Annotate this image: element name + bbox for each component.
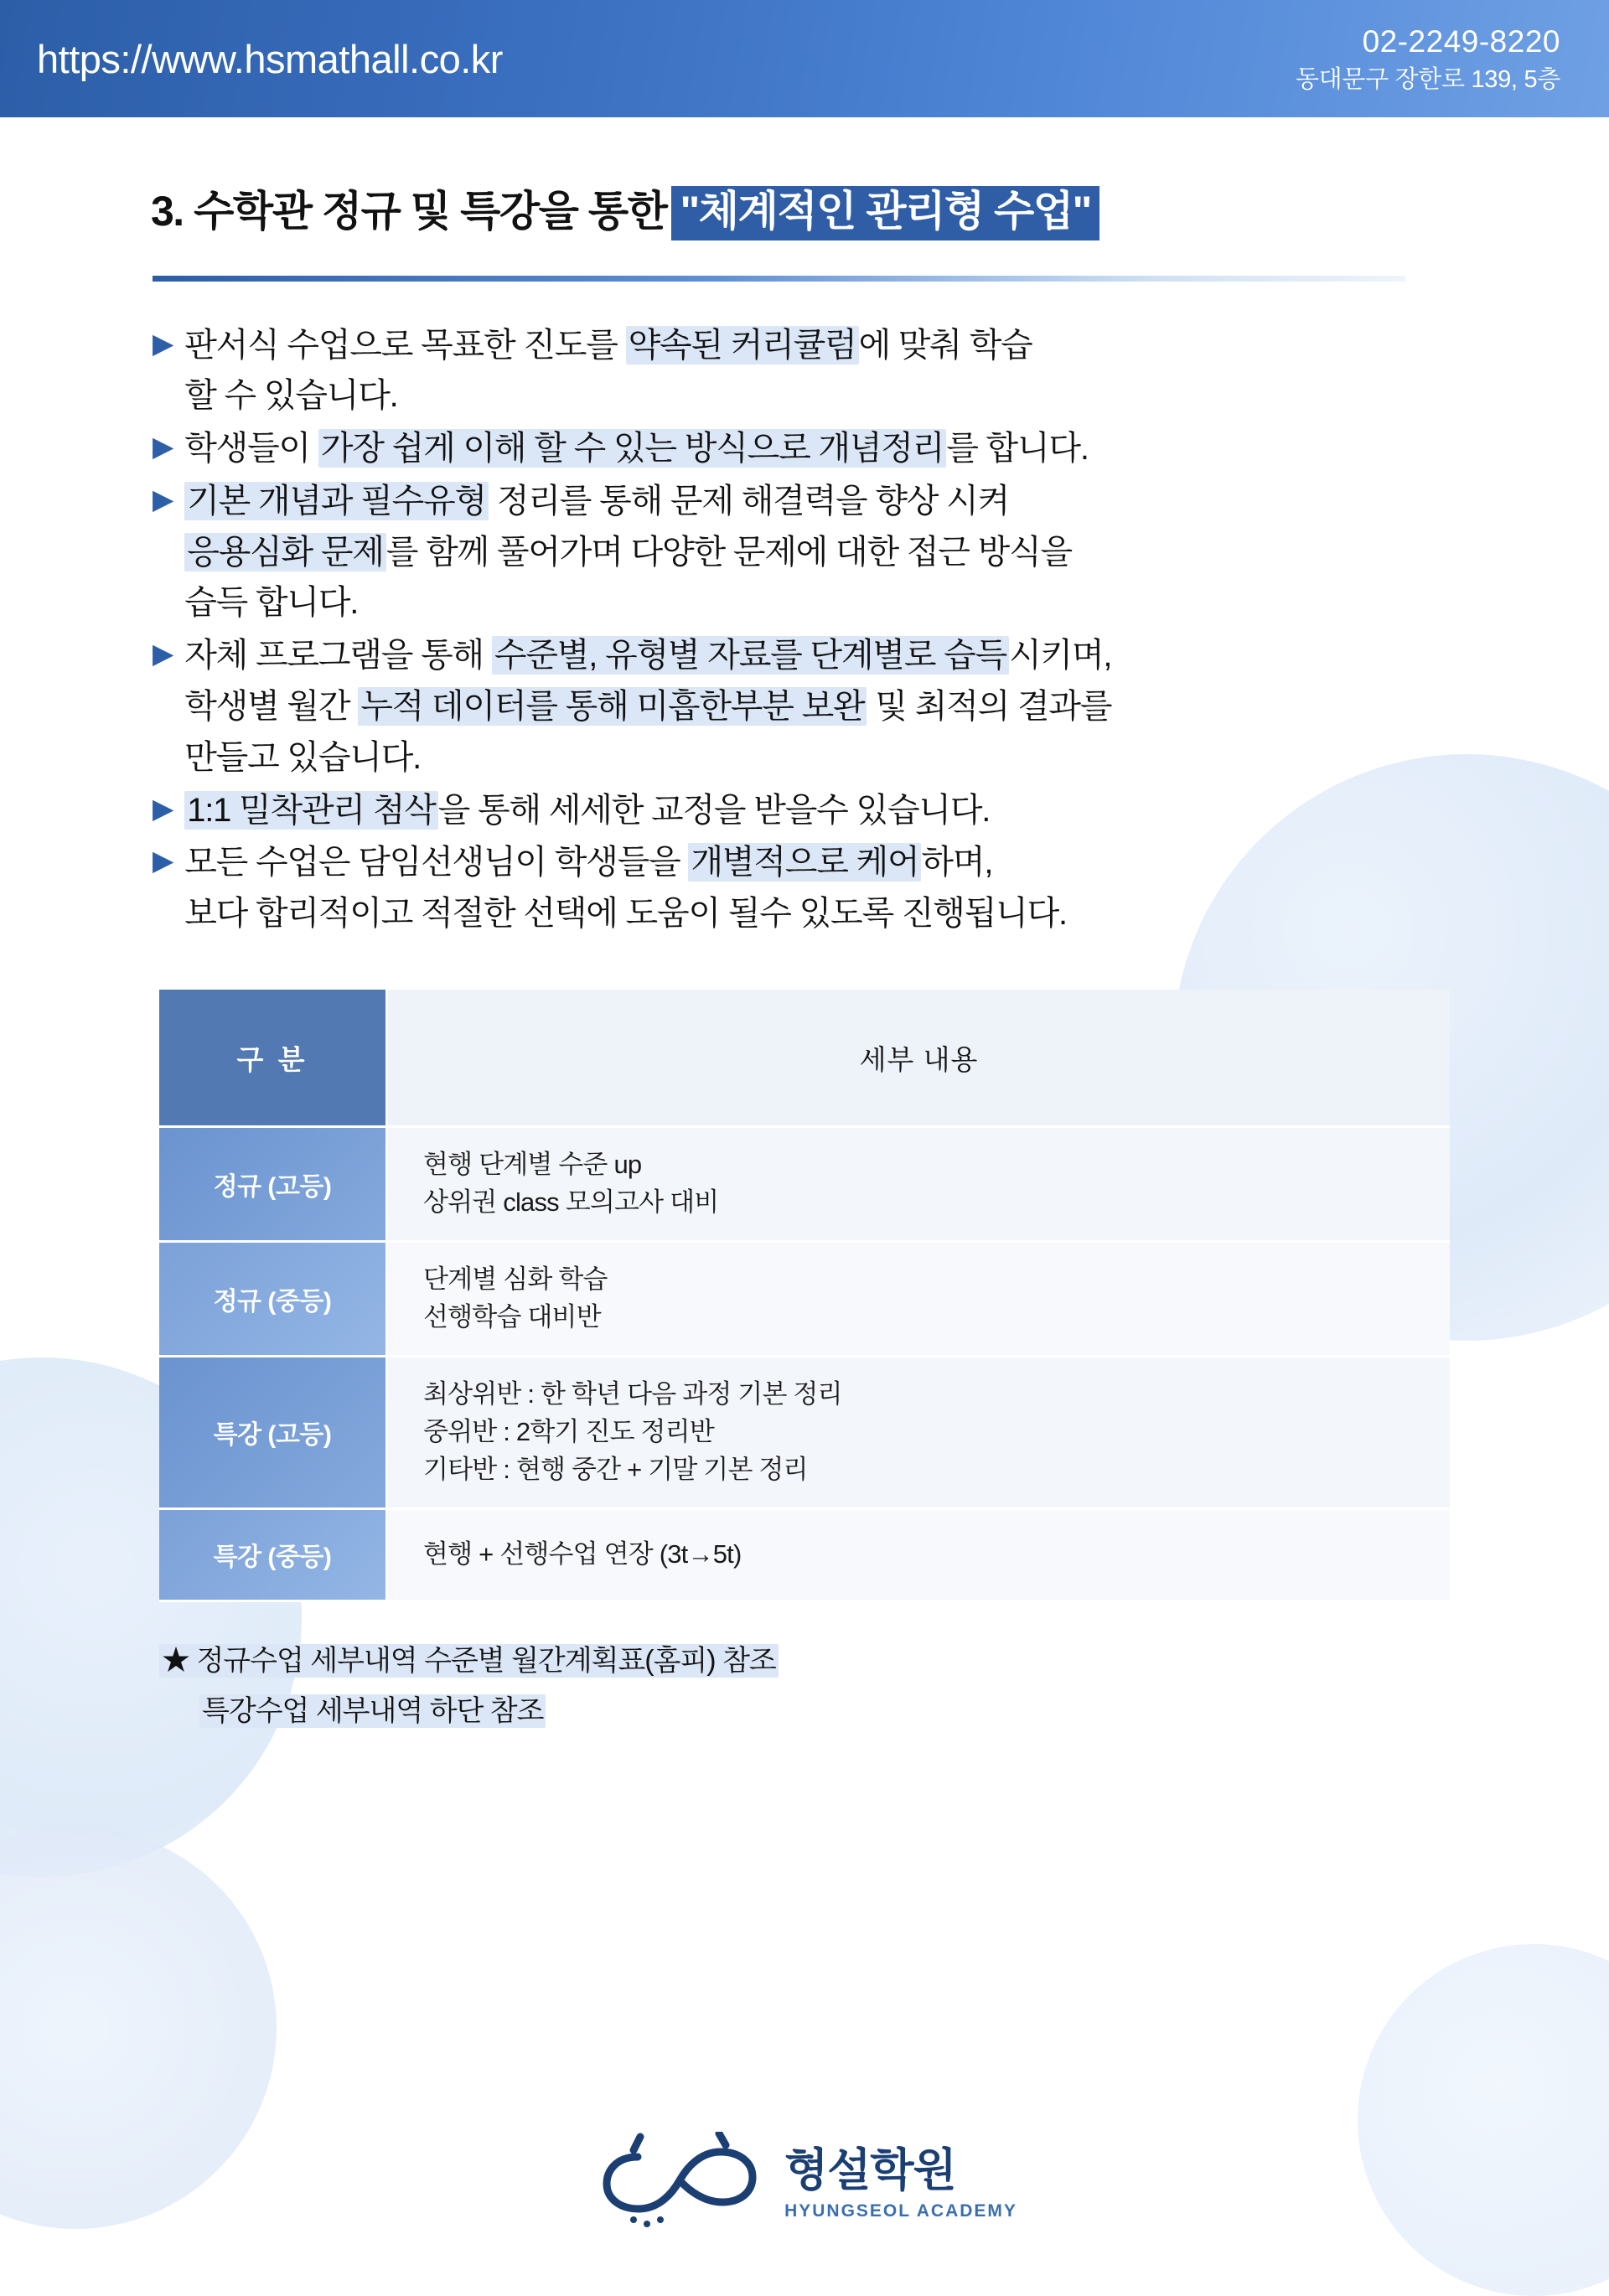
address-text: 동대문구 장한로 139, 5층 <box>1295 66 1560 93</box>
bullet-list <box>153 320 1426 940</box>
table-cell-category: 정규 (중등) <box>159 1241 387 1356</box>
page-content <box>0 178 1609 1734</box>
phone-number: 02-2249-8220 <box>1362 23 1560 59</box>
table-detail-line: 현행 + 선행수업 연장 (3t→5t) <box>423 1538 742 1569</box>
table-cell-detail <box>387 1508 1451 1600</box>
bullet-highlight: 약속된 커리큘럼 <box>626 326 859 365</box>
table-cell-category: 특강 (중등) <box>159 1508 387 1600</box>
table-header-row <box>159 990 1450 1127</box>
bullet-plain: 및 최적의 결과를 <box>867 688 1112 726</box>
table-detail-line: 기타반 : 현행 중간 + 기말 기본 정리 <box>423 1454 808 1484</box>
academy-name-en: HYUNGSEOL ACADEMY <box>784 2200 1017 2221</box>
bullet-item <box>153 630 1426 783</box>
table-detail-line: 현행 단계별 수준 up <box>423 1150 642 1180</box>
bullet-arrow-icon: ▶ <box>153 845 173 877</box>
bullet-plain: 를 함께 풀어가며 다양한 문제에 대한 접근 방식을 <box>385 533 1072 571</box>
table-detail-line: 선행학습 대비반 <box>423 1301 601 1332</box>
course-table-wrapper <box>159 990 1450 1602</box>
contact-block <box>1296 23 1560 96</box>
page-header <box>0 0 1609 117</box>
bullet-arrow-icon: ▶ <box>153 483 173 515</box>
title-divider <box>153 276 1405 282</box>
bullet-highlight: 누적 데이터를 통해 미흡한부분 보완 <box>358 687 867 726</box>
course-table-head <box>159 990 1450 1127</box>
bullet-arrow-icon: ▶ <box>153 327 173 359</box>
table-row <box>159 1127 1450 1242</box>
bullet-plain: 할 수 있습니다. <box>184 377 398 415</box>
note-line-2 <box>159 1689 1609 1734</box>
academy-name-ko: 형설학원 <box>784 2144 956 2195</box>
bullet-highlight: 1:1 밀착관리 첨삭 <box>184 791 437 830</box>
bullet-highlight: 응용심화 문제 <box>184 533 386 571</box>
bullet-item <box>153 785 1426 836</box>
bullet-arrow-icon: ▶ <box>153 638 173 670</box>
table-header-category: 구 분 <box>159 990 387 1127</box>
table-cell-detail <box>387 1241 1451 1356</box>
bullet-text <box>184 837 1426 939</box>
table-cell-category: 특강 (고등) <box>159 1356 387 1508</box>
bullet-text <box>184 476 1426 628</box>
note-text-2: 특강수업 세부내역 하단 참조 <box>199 1694 546 1728</box>
notes-block <box>159 1639 1609 1734</box>
decorative-blob-right-bottom <box>1358 1944 1609 2296</box>
course-table-body <box>159 1127 1450 1601</box>
bullet-text <box>184 423 1426 474</box>
bullet-plain: 자체 프로그램을 통해 <box>184 637 492 675</box>
bullet-text <box>184 785 1426 836</box>
bullet-item <box>153 476 1426 628</box>
page-footer <box>0 2132 1609 2237</box>
logo-text-block <box>784 2144 1017 2221</box>
bullet-plain: 를 합니다. <box>946 430 1089 468</box>
bullet-plain: 정리를 통해 문제 해결력을 향상 시켜 <box>488 482 1010 520</box>
note-line-1 <box>159 1639 1609 1683</box>
website-url: https://www.hsmathall.co.kr <box>37 36 503 81</box>
bullet-arrow-icon: ▶ <box>153 431 173 463</box>
bullet-plain: 하며, <box>921 844 993 882</box>
bullet-item <box>153 423 1426 474</box>
bullet-plain: 을 통해 세세한 교정을 받을수 있습니다. <box>437 791 991 829</box>
bullet-arrow-icon: ▶ <box>153 792 173 824</box>
bullet-plain: 시키며, <box>1009 637 1112 675</box>
note-text-1: ★ 정규수업 세부내역 수준별 월간계획표(홈피) 참조 <box>159 1644 779 1678</box>
table-header-detail: 세부 내용 <box>387 990 1451 1127</box>
bullet-plain: 판서식 수업으로 목표한 진도를 <box>184 326 626 364</box>
bullet-item <box>153 320 1426 422</box>
bullet-item <box>153 837 1426 939</box>
bullet-plain: 모든 수업은 담임선생님이 학생들을 <box>184 844 689 882</box>
bullet-plain: 만들고 있습니다. <box>184 738 422 776</box>
table-row <box>159 1356 1450 1508</box>
table-row <box>159 1508 1450 1600</box>
page-title-prefix: 3. 수학관 정규 및 특강을 통한 <box>151 188 667 235</box>
page-title-highlight: "체계적인 관리형 수업" <box>671 186 1099 240</box>
bullet-highlight: 개별적으로 케어 <box>688 843 921 882</box>
table-row <box>159 1241 1450 1356</box>
table-detail-line: 단계별 심화 학습 <box>423 1264 608 1294</box>
bullet-plain: 학생별 월간 <box>184 688 359 726</box>
bullet-plain: 에 맞춰 학습 <box>858 326 1032 364</box>
bullet-highlight: 기본 개념과 필수유형 <box>184 482 489 520</box>
bullet-plain: 학생들이 <box>184 430 318 468</box>
course-table <box>159 990 1450 1602</box>
table-cell-detail <box>387 1127 1451 1242</box>
table-cell-category: 정규 (고등) <box>159 1127 387 1242</box>
table-detail-line: 상위권 class 모의고사 대비 <box>423 1187 719 1217</box>
bullet-text <box>184 320 1426 422</box>
bullet-plain: 습득 합니다. <box>184 584 359 622</box>
bullet-highlight: 가장 쉽게 이해 할 수 있는 방식으로 개념정리 <box>318 429 946 468</box>
bullet-highlight: 수준별, 유형별 자료를 단계별로 습득 <box>492 636 1009 675</box>
page-title <box>151 178 1609 240</box>
bullet-plain: 보다 합리적이고 적절한 선택에 도움이 될수 있도록 진행됩니다. <box>184 895 1067 933</box>
infinity-academy-logo-icon <box>592 2132 768 2237</box>
table-detail-line: 중위반 : 2학기 진도 정리반 <box>423 1416 714 1446</box>
table-detail-line: 최상위반 : 한 학년 다음 과정 기본 정리 <box>423 1378 842 1409</box>
table-cell-detail <box>387 1356 1451 1508</box>
bullet-text <box>184 630 1426 783</box>
